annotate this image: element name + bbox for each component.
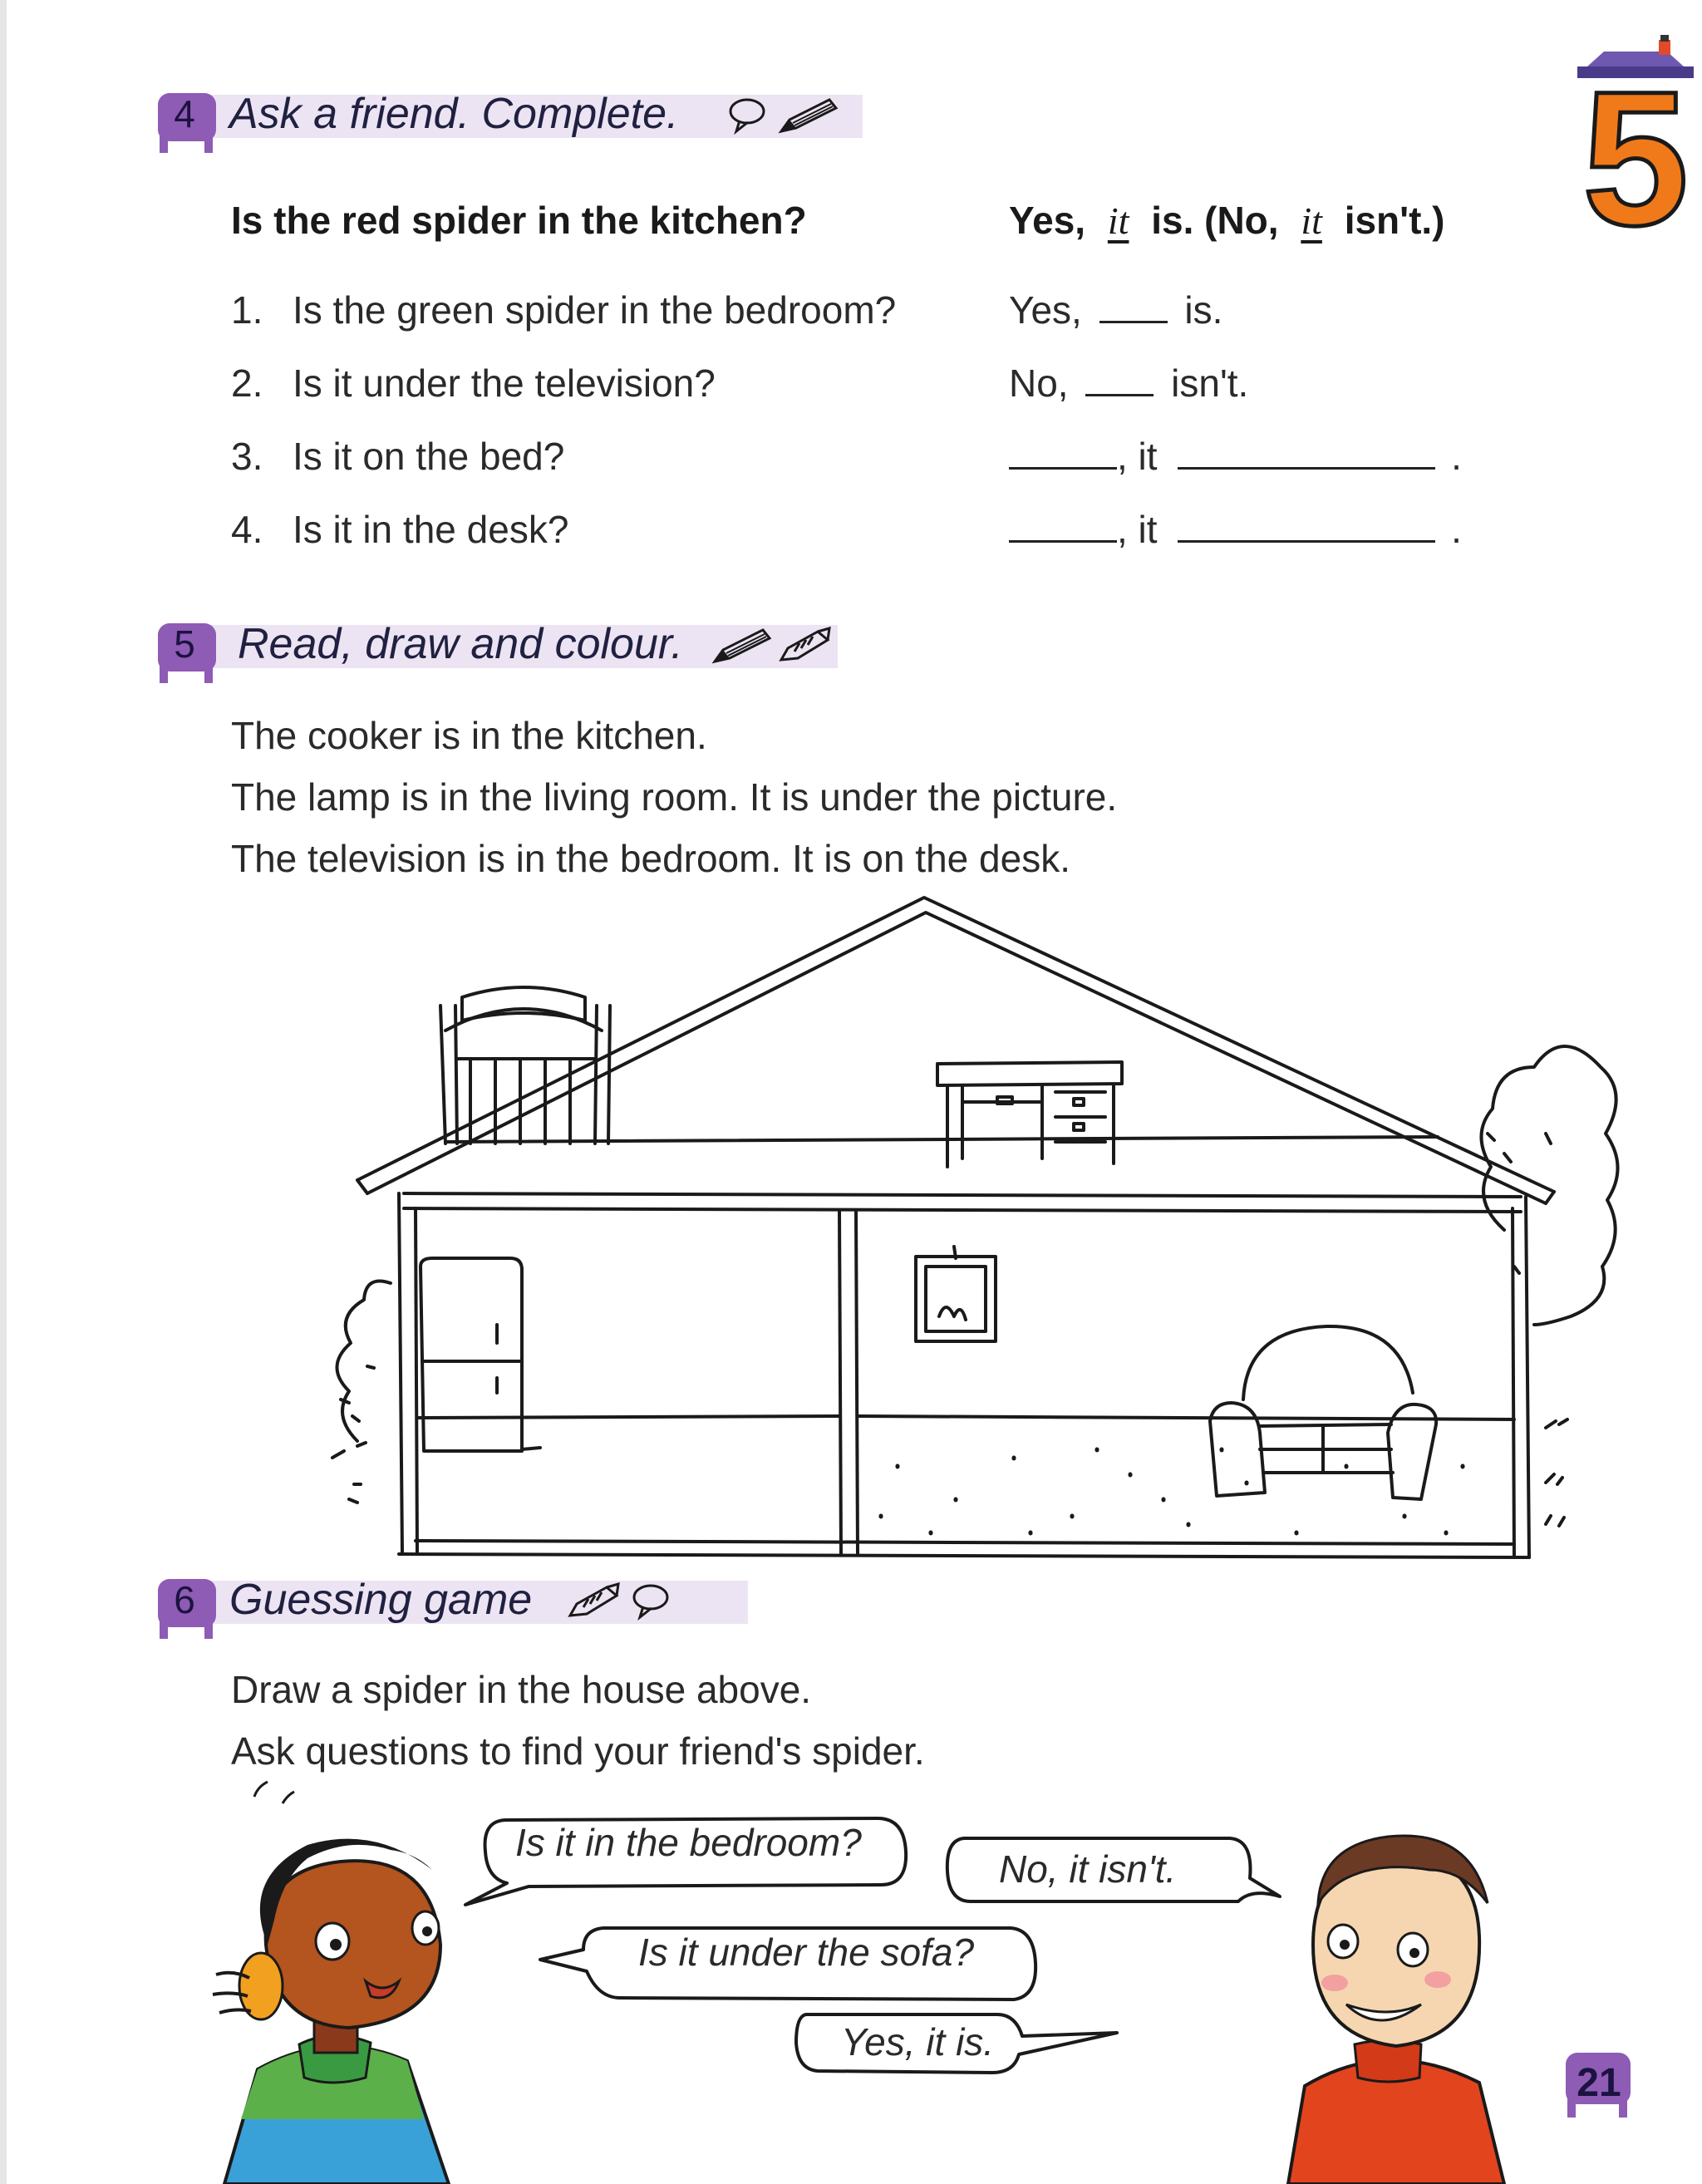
handwritten-answer: it — [1301, 199, 1322, 242]
living-room-floor — [858, 1416, 1514, 1419]
girl-illustration — [208, 1778, 474, 2184]
list-item: 1. Is the green spider in the bedroom? — [231, 288, 897, 332]
answer-line: Yes, is. — [1009, 288, 1223, 332]
example-answer: Yes, it is. (No, it isn't.) — [1009, 199, 1445, 242]
handwritten-answer: it — [1107, 199, 1129, 242]
page-number-badge — [1562, 2048, 1637, 2123]
instruction-line: The cooker is in the kitchen. — [231, 714, 707, 757]
instruction-line: Ask questions to find your friend's spider. — [231, 1729, 925, 1773]
instruction-line: The television is in the bedroom. It is on the desk. — [231, 837, 1070, 880]
exercise-number: 6 — [174, 1578, 195, 1621]
answer-line: No, isn't. — [1009, 362, 1249, 405]
pencil-icon — [710, 625, 776, 667]
answer-line: , it . — [1009, 507, 1462, 552]
list-item: 2. Is it under the television? — [231, 362, 716, 405]
crayon-icon — [776, 625, 834, 667]
page-number: 21 — [1577, 2061, 1621, 2105]
fridge — [421, 1258, 540, 1451]
left-wall — [399, 1193, 417, 1552]
answer-line: , it . — [1009, 434, 1462, 479]
unit-badge — [1562, 33, 1702, 241]
center-wall — [839, 1210, 858, 1554]
answer-blank[interactable] — [1178, 467, 1435, 470]
roof — [357, 898, 1554, 1203]
sofa — [1210, 1326, 1436, 1499]
kitchen-floor — [419, 1416, 839, 1418]
tree-right — [1481, 1046, 1617, 1325]
exercise-number: 4 — [174, 92, 195, 135]
desk — [937, 1062, 1122, 1167]
exercise-title: Read, draw and colour. — [238, 620, 683, 668]
instruction-line: Draw a spider in the house above. — [231, 1668, 812, 1711]
answer-blank[interactable] — [1009, 540, 1117, 543]
picture-frame — [916, 1247, 996, 1341]
tree-left — [332, 1281, 391, 1503]
list-item: 3. Is it on the bed? — [231, 435, 565, 478]
carpet-dots — [881, 1449, 1463, 1533]
instruction-line: The lamp is in the living room. It is under the picture. — [231, 775, 1118, 819]
right-wall — [1513, 1197, 1529, 1557]
answer-blank[interactable] — [1178, 540, 1435, 543]
answer-blank[interactable] — [1009, 467, 1117, 470]
speech-bubble-text: Yes, it is. — [841, 2020, 995, 2063]
ground — [399, 1541, 1529, 1557]
boy-illustration — [1280, 1787, 1513, 2184]
answer-blank[interactable] — [1099, 321, 1168, 323]
speech-bubble-icon — [726, 95, 768, 135]
exercise-number: 5 — [174, 622, 195, 666]
exercise-title: Ask a friend. Complete. — [229, 90, 679, 138]
house-drawing[interactable] — [299, 884, 1629, 1574]
crayon-icon — [565, 1581, 623, 1622]
speech-bubble-text: Is it under the sofa? — [638, 1931, 975, 1974]
speech-bubble-text: Is it in the bedroom? — [515, 1821, 862, 1864]
speech-bubble-text: No, it isn't. — [999, 1847, 1177, 1891]
exercise-title: Guessing game — [229, 1576, 533, 1624]
pencil-icon — [776, 95, 843, 136]
speech-bubble-icon — [630, 1581, 671, 1621]
page-edge — [0, 0, 7, 2184]
example-question: Is the red spider in the kitchen? — [231, 199, 807, 242]
answer-blank[interactable] — [1085, 394, 1154, 396]
upper-floor — [404, 1193, 1521, 1212]
list-item: 4. Is it in the desk? — [231, 508, 569, 551]
grass — [1546, 1419, 1567, 1526]
unit-number: 5 — [1582, 52, 1689, 241]
